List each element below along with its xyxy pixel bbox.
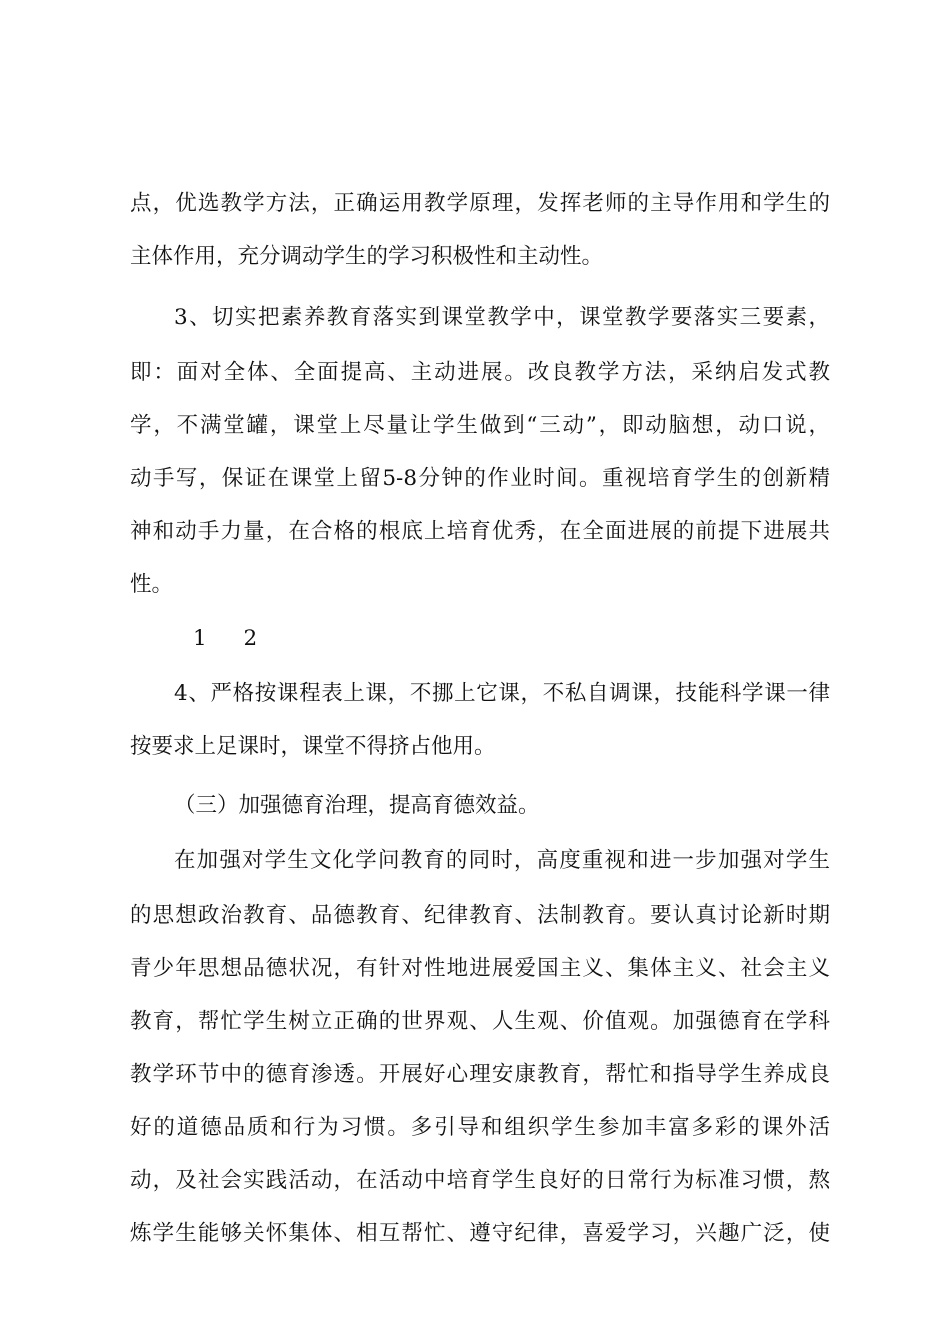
text-line: 好的道德品质和行为习惯。多引导和组织学生参加丰富多彩的课外活 (130, 1115, 830, 1140)
text-line: 4、严格按课程表上课，不挪上它课，不私自调课，技能科学课一律 (174, 681, 830, 706)
text-line: 动，及社会实践活动，在活动中培育学生良好的日常行为标准习惯，熬 (130, 1168, 830, 1193)
text-line: 神和动手力量，在合格的根底上培育优秀，在全面进展的前提下进展共 (130, 519, 830, 544)
text-line: 动手写，保证在课堂上留5-8分钟的作业时间。重视培育学生的创新精 (130, 466, 830, 491)
section-heading: （三）加强德育治理，提高育德效益。 (174, 793, 540, 818)
text-line: 炼学生能够关怀集体、相互帮忙、遵守纪律，喜爱学习，兴趣广泛，使 (130, 1221, 830, 1246)
text-line: 按要求上足课时，课堂不得挤占他用。 (130, 734, 496, 759)
text-line: 教育，帮忙学生树立正确的世界观、人生观、价值观。加强德育在学科 (130, 1009, 830, 1034)
text-line: 点，优选教学方法，正确运用教学原理，发挥老师的主导作用和学生的 (130, 191, 830, 216)
text-line: 3、切实把素养教育落实到课堂教学中，课堂教学要落实三要素， (174, 305, 830, 330)
text-line: 的思想政治教育、品德教育、纪律教育、法制教育。要认真讨论新时期 (130, 903, 830, 928)
text-line: 主体作用，充分调动学生的学习积极性和主动性。 (130, 244, 604, 269)
text-line: 即：面对全体、全面提高、主动进展。改良教学方法，采纳启发式教 (130, 360, 830, 385)
text-line: 在加强对学生文化学问教育的同时，高度重视和进一步加强对学生 (174, 848, 830, 873)
text-line: 教学环节中的德育渗透。开展好心理安康教育，帮忙和指导学生养成良 (130, 1062, 830, 1087)
text-line: 学，不满堂罐，课堂上尽量让学生做到“三动”，即动脑想，动口说， (130, 413, 830, 438)
page-number-marker: 1 2 (193, 626, 258, 651)
text-line: 性。 (130, 572, 174, 597)
text-line: 青少年思想品德状况，有针对性地进展爱国主义、集体主义、社会主义 (130, 956, 830, 981)
